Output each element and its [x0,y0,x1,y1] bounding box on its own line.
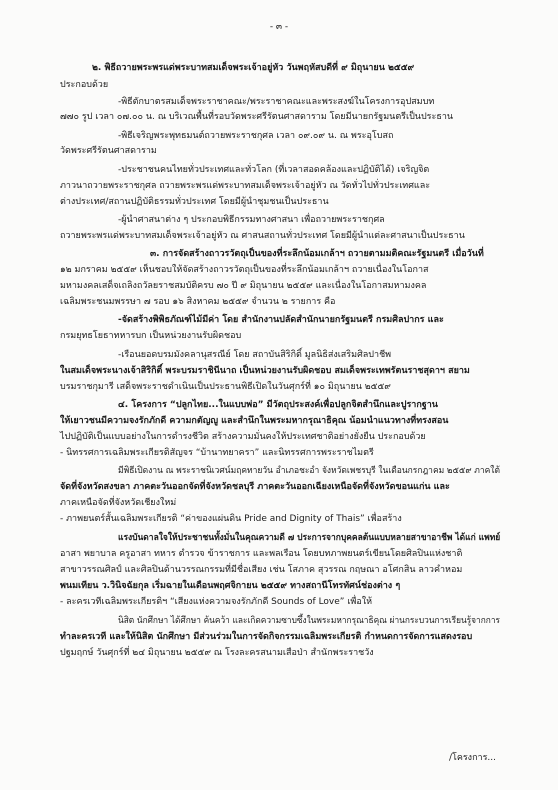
bullet-line: -พิธีตักบาตรสมเด็จพระราชาคณะ/พระราชาคณะและพระสงฆ์ในโครงการอุปสมบท [118,97,435,107]
paragraph-line: - ภาพยนตร์สั้นเฉลิมพระเกียรติ “ค่าของแผ่นดิน Pride and Dignity of Thais” เพื่อสร้าง [60,514,402,524]
bullet-line: นิสิต นักศึกษา ได้ศึกษา ค้นคว้า และเกิดความซาบซึ้งในพระมหากรุณาธิคุณ ผ่านกระบวนการเรียนรู้จากการ [118,616,500,626]
bullet-line: -จัดสร้างพิพิธภัณฑ์ไม้มีค่า โดย สำนักงานปลัดสำนักนายกรัฐมนตรี กรมศิลปากร และ [118,315,444,325]
paragraph-line: เฉลิมพระชนมพรรษา ๗ รอบ ๑๖ สิงหาคม ๒๕๕๙ จำนวน ๒ รายการ คือ [60,297,336,307]
paragraph-line: กรมยุทธโยธาทหารบก เป็นหน่วยงานรับผิดชอบ [60,331,242,341]
paragraph-line: - นิทรรศการเฉลิมพระเกียรติสัญจร “บ้านาทยาครา” และนิทรรศการพระราชไมตรี [60,448,374,458]
paragraph-line: ในสมเด็จพระนางเจ้าสิริกิติ์ พระบรมราชินีนาถ เป็นหน่วยงานรับผิดชอบ สมเด็จพระเทพรัตนราชสุดาฯ สยาม [60,366,470,376]
paragraph-line: วัดพระศรีรัตนศาสดาราม [60,146,157,156]
paragraph-line: ต่างประเทศ/สถานปฏิบัติธรรมทั่วประเทศ โดยมีผู้นำชุมชนเป็นประธาน [60,197,329,207]
continued-marker: /โครงการ... [448,753,496,763]
paragraph-line: มหามงคลเสด็จเถลิงถวัลยราชสมบัติครบ ๗๐ ปี ๙ มิถุนายน ๒๕๕๙ และเนื่องในโอกาสมหามงคล [60,281,427,291]
paragraph-line: ถวายพระพรแด่พระบาทสมเด็จพระเจ้าอยู่หัว ณ ศาสนสถานทั่วประเทศ โดยมีผู้นำแต่ละศาสนาเป็นประธาน [60,231,465,241]
paragraph-line: พนมเทียน ว.วินิจฉัยกุล เริ่มฉายในเดือนพฤศจิกายน ๒๕๕๙ ทางสถานีโทรทัศน์ช่องต่าง ๆ [60,581,401,591]
paragraph-line: ภาคเหนือจัดที่จังหวัดเชียงใหม่ [60,498,177,508]
paragraph-line: ภาวนาถวายพระราชกุศล ถวายพระพรแด่พระบาทสมเด็จพระเจ้าอยู่หัว ณ วัดทั่วไปทั่วประเทศและ [60,181,431,191]
paragraph-line: จัดที่จังหวัดสงขลา ภาคตะวันออกจัดที่จังหวัดชลบุรี ภาคตะวันออกเฉียงเหนือจัดที่จังหวัดขอนแก่น และ [60,482,450,492]
paragraph-line: - ละครเวทีเฉลิมพระเกียรติฯ “เสียงแห่งความจงรักภักดี Sounds of Love” เพื่อให้ [60,597,373,607]
paragraph-line: ประกอบด้วย [60,80,109,90]
item-4-heading: ๔. โครงการ “ปลูกไทย...ในแบบพ่อ” มีวัตถุประสงค์เพื่อปลูกจิตสำนึกและปูรากฐาน [118,400,438,410]
bullet-line: -ประชาชนคนไทยทั่วประเทศและทั่วโลก (ที่เวลาสอดคล้องและปฏิบัติได้) เจริญจิต [118,165,430,175]
bullet-line: -เรือนยอดบรมมังคลานุสรณีย์ โดย สถาบันสิริกิติ์ มูลนิธิส่งเสริมศิลปาชีพ [118,350,392,360]
paragraph-line: ไปปฏิบัติเป็นแบบอย่างในการดำรงชีวิต สร้างความมั่นคงให้ประเทศชาติอย่างยั่งยืน ประกอบด้วย [60,432,426,442]
item-3-heading: ๓. การจัดสร้างถาวรวัตถุเป็นของที่ระลึกน้อมเกล้าฯ ถวายตามมติคณะรัฐมนตรี เมื่อวันที่ [150,249,484,259]
paragraph-line: สาขาวรรณศิลป์ และศิลปินด้านวรรณกรรมที่มีชื่อเสียง เช่น โสภาค สุวรรณ กฤษณา อโศกสิน ลาวคำหอม [60,565,463,575]
page-number: - ๓ - [269,22,289,32]
bullet-line: แรงบันดาลใจให้ประชาชนทั้งมั่นในคุณความดี ๗ ประการจากบุคคลต้นแบบหลายสาขาอาชีพ ได้แก่ แพทย์ [118,533,501,543]
bullet-line: มีพิธีเปิดงาน ณ พระราชนิเวศน์มฤคทายวัน อำเภอชะอำ จังหวัดเพชรบุรี ในเดือนกรกฎาคม ๒๕๕๙ ภาคใต้ [118,466,500,476]
bullet-line: -พิธีเจริญพระพุทธมนต์ถวายพระราชกุศล เวลา ๐๙.๐๙ น. ณ พระอุโบสถ [118,131,394,141]
paragraph-line: อาสา พยาบาล ครูอาสา ทหาร ตำรวจ ข้าราชการ และพลเรือน โดยบทภาพยนตร์เขียนโดยศิลปินแห่งชาติ [60,549,463,559]
paragraph-line: ทำละครเวที และให้นิสิต นักศึกษา มีส่วนร่วมในการจัดกิจกรรมเฉลิมพระเกียรติ กำหนดการจัดการแสดงรอบ [60,632,473,642]
bullet-line: -ผู้นำศาสนาต่าง ๆ ประกอบพิธีกรรมทางศาสนา เพื่อถวายพระราชกุศล [118,215,385,225]
paragraph-line: ๗๗๐ รูป เวลา ๐๗.๐๐ น. ณ บริเวณพื้นที่รอบวัดพระศรีรัตนศาสดาราม โดยมีนายกรัฐมนตรีเป็นประธาน [60,112,454,122]
paragraph-line: ปฐมฤกษ์ วันศุกร์ที่ ๒๔ มิถุนายน ๒๕๕๙ ณ โรงละครสนามเสือป่า สำนักพระราชวัง [60,648,374,658]
paragraph-line: ๑๒ มกราคม ๒๕๕๙ เห็นชอบให้จัดสร้างถาวรวัตถุเป็นของที่ระลึกน้อมเกล้าฯ ถวายเนื่องในโอกาส [60,265,429,275]
paragraph-line: บรมราชกุมารี เสด็จพระราชดำเนินเป็นประธานพิธีเปิดในวันศุกร์ที่ ๑๐ มิถุนายน ๒๕๕๙ [60,382,391,392]
item-2-heading: ๒. พิธีถวายพระพรแด่พระบาทสมเด็จพระเจ้าอยู่หัว วันพฤหัสบดีที่ ๙ มิถุนายน ๒๕๕๙ [92,63,415,73]
paragraph-line: ให้เยาวชนมีความจงรักภักดี ความกตัญญู และสำนึกในพระมหากรุณาธิคุณ น้อมนำแนวทางที่ทรงสอน [60,416,449,426]
